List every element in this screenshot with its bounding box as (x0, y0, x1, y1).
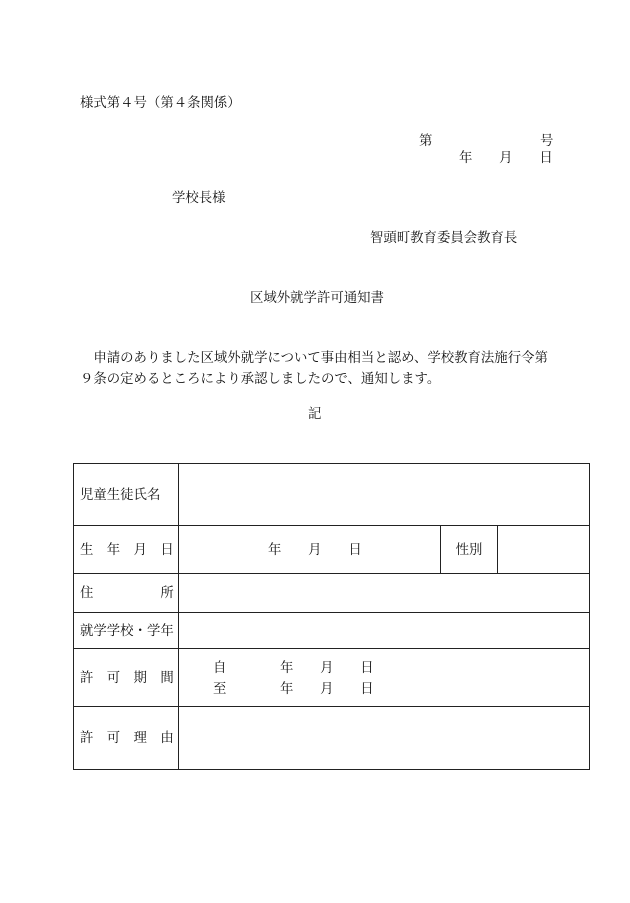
permit-period-from: 自 年 月 日 (213, 659, 374, 675)
permit-reason-row (74, 707, 590, 770)
permit-period-label: 許 可 期 間 (74, 649, 179, 707)
issue-date: 年 月 日 (459, 150, 553, 165)
gender-label: 性別 (441, 526, 498, 574)
permit-reason-value-cell (179, 707, 590, 770)
permit-period-value-cell (179, 649, 590, 707)
gender-value-cell (498, 526, 590, 574)
body-line: ９条の定めるところにより承認しましたので、通知します。 (80, 371, 441, 386)
document-number-prefix: 第 (419, 133, 433, 148)
body-paragraph (80, 347, 548, 389)
address-value-cell (179, 574, 590, 613)
sender: 智頭町教育委員会教育長 (370, 230, 518, 245)
note-heading: 記 (308, 406, 322, 421)
permit-reason-label: 許 可 理 由 (74, 707, 179, 770)
addressee: 学校長様 (172, 190, 226, 205)
document-number-suffix: 号 (540, 133, 554, 148)
student-name-row (74, 464, 590, 526)
address-row (74, 574, 590, 613)
permit-period-row (74, 649, 590, 707)
form-number: 様式第４号（第４条関係） (80, 95, 241, 110)
address-label: 住 所 (74, 574, 179, 613)
birthdate-row (74, 526, 590, 574)
body-line: 申請のありました区域外就学について事由相当と認め、学校教育法施行令第 (93, 350, 548, 365)
student-name-label: 児童生徒氏名 (74, 464, 179, 526)
school-grade-row (74, 613, 590, 649)
birthdate-label: 生 年 月 日 (74, 526, 179, 574)
permit-details-table (73, 463, 590, 770)
student-name-value-cell (179, 464, 590, 526)
permit-period-to: 至 年 月 日 (213, 680, 374, 696)
school-grade-label: 就学学校・学年 (74, 613, 179, 649)
school-grade-value-cell (179, 613, 590, 649)
birthdate-value-cell: 年 月 日 (179, 526, 441, 574)
document-title: 区域外就学許可通知書 (250, 290, 384, 305)
